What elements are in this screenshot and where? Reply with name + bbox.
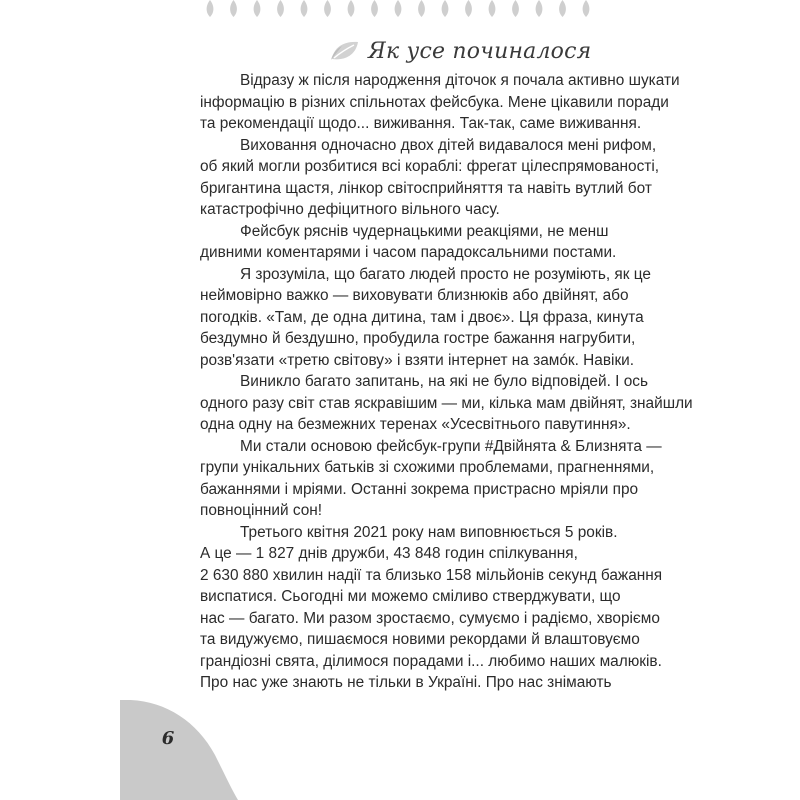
text-line: бригантина щастя, лінкор світосприйняття та навіть вутлий бот — [200, 179, 652, 197]
paragraph — [200, 70, 680, 135]
text-line: бездумно й бездушно, пробудила гостре бажання нагрубити, — [200, 330, 636, 347]
paragraph — [200, 522, 663, 694]
text-line: грандіозні свята, ділимося порадами і... любимо наших малюків. — [200, 652, 662, 670]
chapter-title: Як усе починалося — [368, 38, 592, 64]
text-line: Виховання одночасно двох дітей видавалося мені рифом, — [240, 136, 657, 154]
text-line: повноцінний сон! — [200, 502, 323, 519]
leaf-icon — [371, 0, 378, 17]
text-line: одного разу світ став яскравішим — ми, кілька мам двійнят, знайшли — [200, 394, 693, 412]
text-line: Ми стали основою фейсбук-групи #Двійнята & Близнята — — [240, 437, 662, 455]
paragraph — [200, 436, 662, 522]
text-line: групи унікальних батьків зі схожими проблемами, прагненнями, — [200, 459, 655, 476]
page-number-blob — [120, 700, 240, 800]
text-line: та рекомендації щодо... виживання. Так-так, саме виживання. — [200, 115, 642, 132]
text-line: об який могли розбитися всі кораблі: фрегат цілеспрямованості, — [200, 158, 660, 175]
text-line: Про нас уже знають не тільки в Україні. Про нас знімають — [200, 674, 612, 691]
leaf-icon — [536, 0, 543, 17]
leaf-border-icon — [200, 0, 600, 20]
text-line: інформацію в різних спільнотах фейсбука. Мене цікавили поради — [200, 93, 669, 111]
text-line: Третього квітня 2021 року нам виповнюється 5 років. — [240, 523, 618, 541]
text-line: та видужуємо, пишаємося новими рекордами й влаштовуємо — [200, 631, 640, 648]
leaf-icon — [207, 0, 214, 17]
body-text — [200, 70, 693, 694]
text-line: розв'язати «третю світову» і взяти інтернет на замóк. Навіки. — [200, 351, 635, 369]
text-line: Виникло багато запитань, на які не було відповідей. І ось — [240, 373, 648, 390]
leaf-icon — [512, 0, 519, 17]
leaf-icon — [254, 0, 261, 17]
leaf-icon — [230, 0, 237, 17]
text-line: одна одну на безмежних теренах «Усесвітнього павутиння». — [200, 416, 631, 433]
text-line: виспатися. Сьогодні ми можемо сміливо стверджувати, що — [200, 588, 621, 605]
text-line: 2 630 880 хвилин надії та близько 158 мільйонів секунд бажання — [200, 566, 663, 584]
leaf-icon — [277, 0, 284, 17]
leaf-icon — [301, 0, 308, 17]
leaf-icon — [559, 0, 566, 17]
paragraph — [200, 135, 660, 221]
leaf-icon — [324, 0, 331, 17]
text-line: неймовірно важко — виховувати близнюків або двійнят, або — [200, 287, 629, 304]
decorative-leaf-border — [200, 0, 600, 20]
leaf-icon — [465, 0, 472, 17]
text-line: дивними коментарями і часом парадоксальними постами. — [200, 244, 617, 261]
paragraph — [200, 371, 693, 436]
paragraph — [200, 264, 650, 372]
text-line: Я зрозуміла, що багато людей просто не розуміють, як це — [240, 265, 651, 283]
text-line: погодків. «Там, де одна дитина, там і двоє». Ця фраза, кинута — [200, 308, 644, 326]
leaf-icon — [418, 0, 425, 17]
leaf-icon — [489, 0, 496, 17]
leaf-icon — [330, 39, 360, 63]
text-line: катастрофічно дефіцитного вільного часу. — [200, 201, 500, 218]
paragraph — [200, 221, 650, 264]
leaf-icon — [442, 0, 449, 17]
text-line: Фейсбук ряснів чудернацькими реакціями, не менш — [240, 222, 609, 240]
leaf-icon — [395, 0, 402, 17]
text-line: Відразу ж після народження діточок я почала активно шукати — [240, 72, 680, 89]
leaf-icon — [583, 0, 590, 17]
leaf-icon — [348, 0, 355, 17]
page-number: 6 — [161, 728, 175, 749]
text-line: нас — багато. Ми разом зростаємо, сумуємо і радіємо, хворіємо — [200, 609, 660, 627]
text-line: А це — 1 827 днів дружби, 43 848 годин спілкування, — [200, 545, 578, 562]
text-line: бажаннями і мріями. Останні зокрема пристрасно мріяли про — [200, 480, 639, 498]
chapter-heading — [330, 36, 591, 66]
